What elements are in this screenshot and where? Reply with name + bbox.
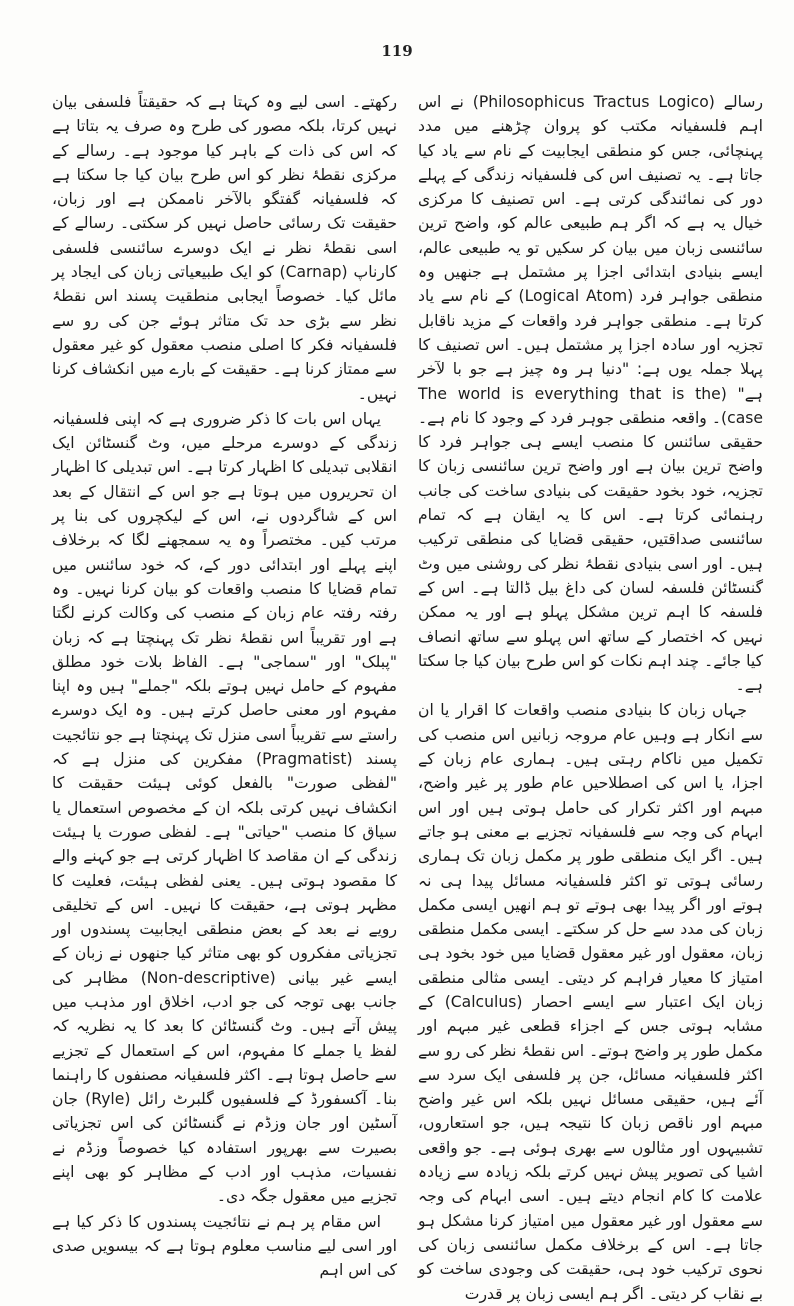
page-number: 119 [381,42,413,60]
text-column-right [418,90,763,1303]
paragraph: رسالے (Philosophicus Tractus Logico) نے اس اہم فلسفیانہ مکتب کو پروان چڑھنے میں مدد پہنچائی، جس کو منطقی ایجابیت کے نام سے یاد کیا جاتا ہے۔ یہ تصنیف اس کی فلسفیانہ زندگی کے پہلے دور کی نمائندگی کرتی ہے۔ اس تصنیف کا مرکزی خیال یہ ہے کہ اگر ہم طبیعی عالم کو، واضح ترین سائنسی زبان میں بیان کر سکیں تو یہ طبیعی عالم، ایسے بنیادی ابتدائی اجزا پر مشتمل ہے جنھیں وہ منطقی جواہر فرد (Logical Atom) کے نام سے یاد کرتا ہے۔ منطقی جواہر فرد واقعات کے مزید ناقابل تجزیہ اور سادہ اجزا پر مشتمل ہیں۔ اس تصنیف کا پہلا جملہ یوں ہے: "دنیا ہر وہ چیز ہے جو با لآخر ہے" (The world is everything that is the case)۔ واقعہ منطقی جوہر فرد کے وجود کا نام ہے۔ حقیقی سائنس کا منصب ایسے ہی جواہر فرد کا واضح ترین بیان ہے اور واضح ترین سائنسی زبان کا تجزیہ، خود بخود حقیقت کی بنیادی ساخت کی جانب رہنمائی کرتا ہے۔ اس کا یہ ایقان ہے کہ تمام سائنسی صداقتیں، حقیقی قضایا کی منطقی ترکیب ہیں۔ اور اسی بنیادی نقطۂ نظر کی روشنی میں وٹ گنسٹائن فلسفہ لسان کی داغ بیل ڈالتا ہے۔ اس کے فلسفہ کا اہم ترین مشکل پہلو ہے اور یہ ممکن نہیں کہ اختصار کے ساتھ اس پہلو سے ساتھ انصاف کیا جائے۔ چند اہم نکات کو اس طرح بیان کیا جا سکتا ہے۔ [418,93,763,695]
paragraph: جہاں زبان کا بنیادی منصب واقعات کا اقرار یا ان سے انکار ہے وہیں عام مروجہ زبانیں اس منصب کی تکمیل میں ناکام رہتی ہیں۔ ہماری عام زبان کے اجزا، یا اس کی اصطلاحیں عام طور پر غیر واضح، مبہم اور اکثر تکرار کی حامل ہوتی ہیں اور اس ابہام کی وجہ سے فلسفیانہ تجزیے بے معنی ہو جاتے ہیں۔ اگر ایک منطقی طور پر مکمل زبان تک ہماری رسائی ہوتی تو اکثر فلسفیانہ مسائل پیدا ہی نہ ہوتے اور اگر پیدا بھی ہوتے تو ہم انھیں ایسی مکمل زبان کی مدد سے حل کر سکتے۔ ایسی مکمل منطقی زبان، معقول اور غیر معقول قضایا میں خود بخود ہی امتیاز کا معیار فراہم کر دیتی۔ ایسی مثالی منطقی زبان ایک اعتبار سے ایسے احصار (Calculus) کے مشابہ ہوتی جس کے اجزاء قطعی غیر مبہم اور مکمل طور پر واضح ہوتے۔ اس نقطۂ نظر کی رو سے اکثر فلسفیانہ مسائل، جن پر فلسفی ایک سرد سے آئے ہیں، حقیقی مسائل نہیں بلکہ اس غیر واضح مبہم اور ناقص زبان کا نتیجہ ہیں، جو استعاروں، تشبیہوں اور مثالوں سے بھری ہوئی ہے۔ جو واقعی اشیا کی تصویر پیش نہیں کرتے بلکہ زیادہ سے زیادہ علامت کا کام انجام دیتے ہیں۔ اسی ابہام کی وجہ سے معقول اور غیر معقول میں امتیاز کرنا مشکل ہو جاتا ہے۔ اس کے برخلاف مکمل سائنسی زبان کی نحوی ترکیب خود ہی، حقیقت کی وجودی ساخت کو بے نقاب کر دیتی۔ اگر ہم ایسی زبان پر قدرت [418,701,763,1303]
paragraph: یہاں اس بات کا ذکر ضروری ہے کہ اپنی فلسفیانہ زندگی کے دوسرے مرحلے میں، وٹ گنسٹائن ایک انقلابی تبدیلی کا اظہار کرتا ہے۔ اس تبدیلی کا اظہار ان تحریروں میں ہوتا ہے جو اس کے انتقال کے بعد اس کے شاگردوں نے، اس کے لیکچروں کی بنا پر مرتب کیں۔ مختصراً وہ یہ سمجھنے لگا کہ برخلاف اپنے پہلے اور ابتدائی دور کے، کہ خود سائنس میں تمام قضایا کا منصب واقعات کو بیان کرنا نہیں۔ وہ رفتہ رفتہ عام زبان کے منصب کی وکالت کرنے لگتا ہے اور تقریباً اس نقطۂ نظر تک پہنچتا ہے کہ زبان "پبلک" اور "سماجی" ہے۔ الفاظ بلات خود مطلق مفہوم کے حامل نہیں ہوتے بلکہ "جملے" ہیں وہ اپنا مفہوم اور معنی حاصل کرتے ہیں۔ وہ ایک دوسرے راستے سے تقریباً اسی منزل تک پہنچتا ہے جو نتائجیت پسند (Pragmatist) مفکرین کی منزل ہے کہ "لفظی صورت" بالفعل کوئی ہیئت حقیقت کا انکشاف نہیں کرتی بلکہ ان کے مخصوص استعمال یا سیاق کا منصب "حیاتی" ہے۔ لفظی صورت یا ہیئت زندگی کے ان مقاصد کا اظہار کرتی ہے جو کہنے والے کا مقصود ہوتی ہیں۔ یعنی لفظی ہیئت، فعلیت کا مظہر ہوتی ہے، حقیقت کا نہیں۔ اس کے تخلیقی رویے نے بعد کے بعض منطقی ایجابیت پسندوں اور تجزیاتی مفکروں کو بھی متاثر کیا جنھوں نے زبان کے ایسے غیر بیانی (Non-descriptive) مظاہر کی جانب بھی توجہ کی جو ادب، اخلاق اور مذہب میں پیش آتے ہیں۔ وٹ گنسٹائن کا بعد کا یہ نظریہ کہ لفظ یا جملے کا مفہوم، اس کے استعمال کے تجزیے سے حاصل ہوتا ہے۔ اکثر فلسفیانہ مصنفوں کا راہنما بنا۔ آکسفورڈ کے فلسفیوں گلبرٹ رائل (Ryle) جان آسٹین اور جان وزڈم نے گنسٹائن کی اس تجزیاتی بصیرت سے بھرپور استفادہ کیا خصوصاً وزڈم نے نفسیات، مذہب اور ادب کے مظاہر کو بھی اپنے تجزیے میں معقول جگہ دی۔ [52,409,397,1206]
paragraph: رکھتے۔ اسی لیے وہ کہتا ہے کہ حقیقتاً فلسفی بیان نہیں کرتا، بلکہ مصور کی طرح وہ صرف یہ بتاتا ہے کہ اس کی ذات کے باہر کیا موجود ہے۔ رسالے کے مرکزی نقطۂ نظر کو اس طرح بیان کیا جا سکتا ہے کہ فلسفیانہ گفتگو بالآخر ناممکن ہے اور زبان، حقیقت تک رسائی حاصل نہیں کر سکتی۔ رسالے کے اسی نقطۂ نظر نے ایک دوسرے سائنسی فلسفی کارناپ (Carnap) کو ایک طبیعیاتی زبان کی ایجاد پر مائل کیا۔ خصوصاً ایجابی منطقیت پسند اس نقطۂ نظر سے بڑی حد تک متاثر ہوئے جن کی رو سے فلسفیانہ فکر کا اصلی منصب معقول کو غیر معقول سے ممتاز کرنا ہے۔ حقیقت کے بارے میں انکشاف کرنا نہیں۔ [52,93,397,403]
text-column-left [52,90,397,1280]
paragraph: اس مقام پر ہم نے نتائجیت پسندوں کا ذکر کیا ہے اور اسی لیے مناسب معلوم ہوتا ہے کہ بیسویں صدی کی اس اہم [52,1212,397,1280]
